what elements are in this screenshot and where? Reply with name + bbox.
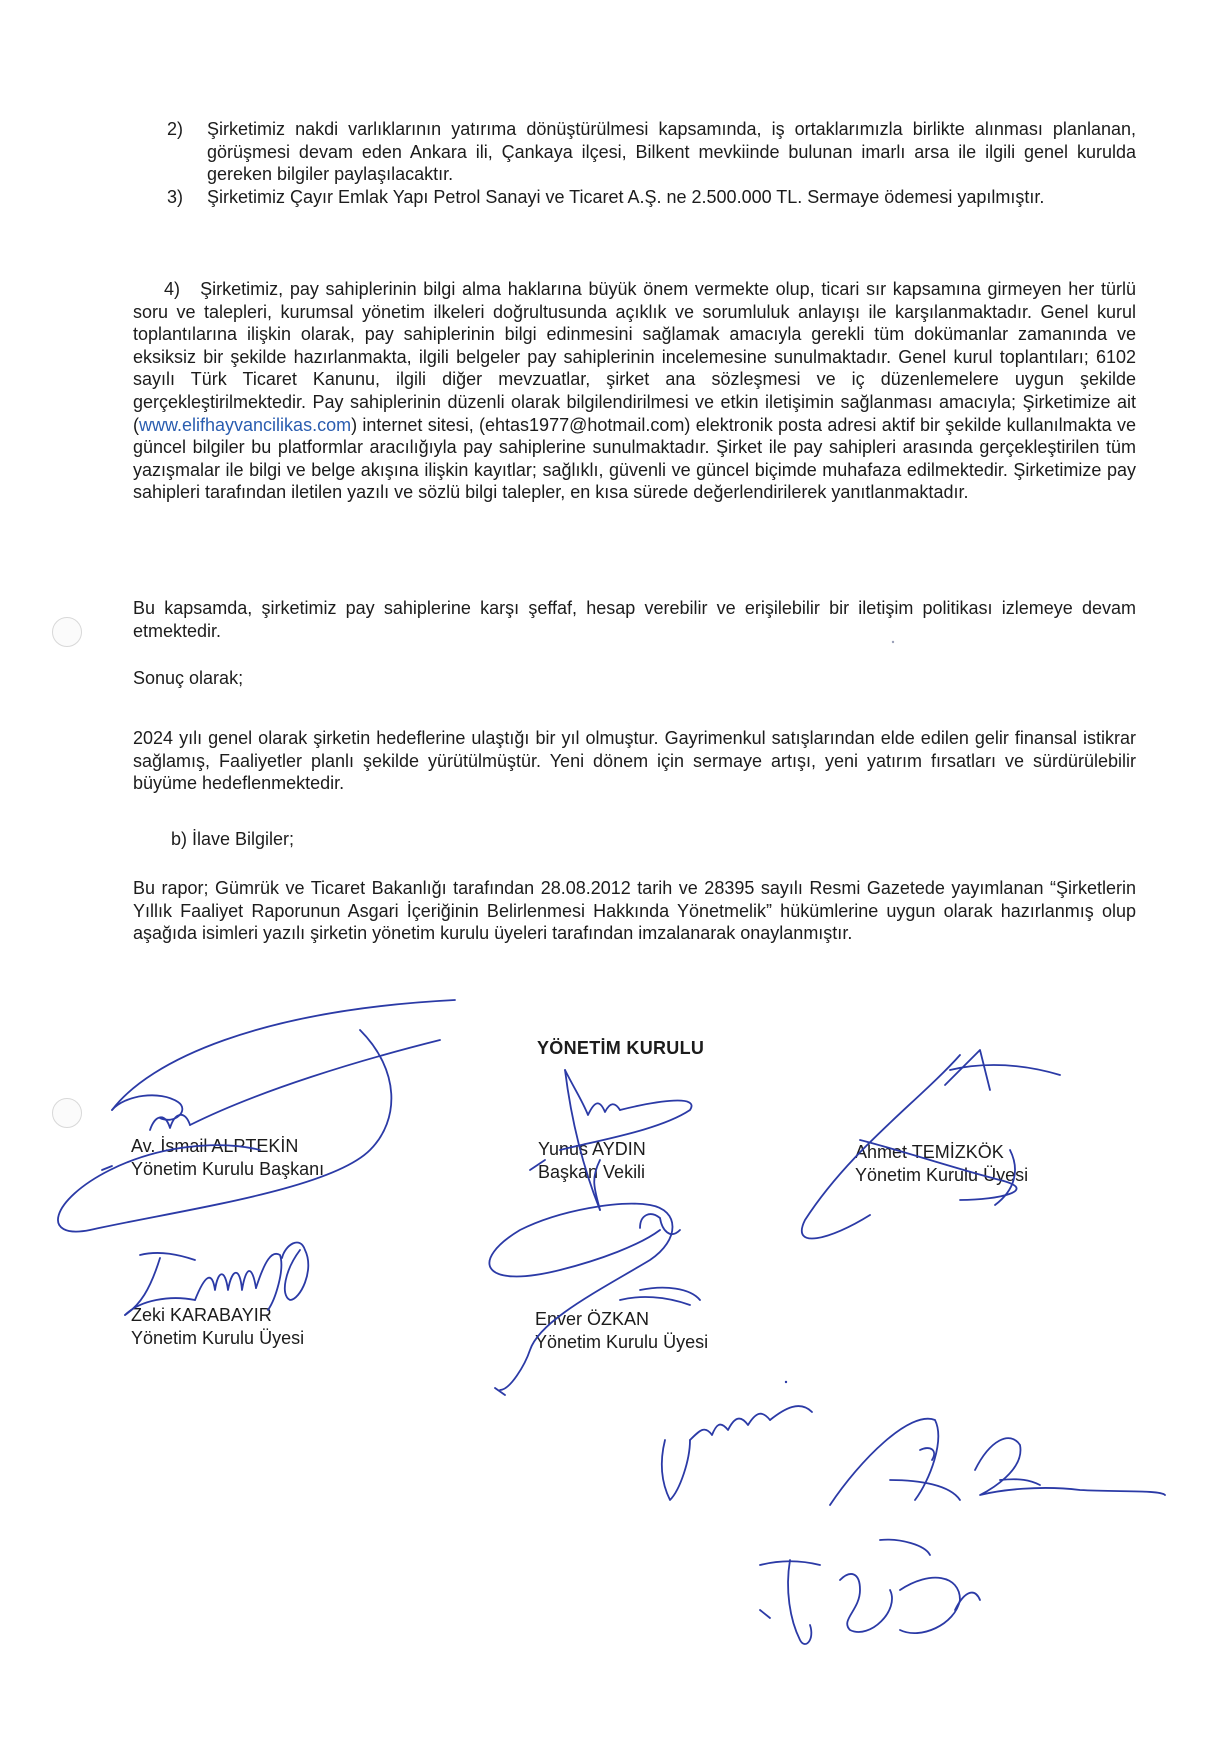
- punch-hole-top: [52, 617, 82, 647]
- signatory-name: Zeki KARABAYIR: [131, 1305, 272, 1325]
- additional-info-heading: b) İlave Bilgiler;: [171, 829, 295, 849]
- signatory-name: Yunus AYDIN: [538, 1139, 646, 1159]
- website-link[interactable]: www.elifhayvancilikas.com: [139, 414, 352, 435]
- report-paragraph: Bu rapor; Gümrük ve Ticaret Bakanlığı tarafından 28.08.2012 tarih ve 28395 sayılı Resmi Gazetede yayımlanan “Şirketlerin Yıllık Faaliyet Raporunun Asgari İçeriğinin Belirlenmesi Hakkında Yönetmelik” hükümlerine uygun olarak hazırlanmış olup aşağıda isimleri yazılı şirketin yönetim kurulu üyeleri tarafından imzalanarak onaylanmıştır.: [133, 878, 1136, 944]
- item-number: 2): [167, 119, 184, 139]
- signature-extra-middle: [830, 1419, 960, 1505]
- scope-paragraph: Bu kapsamda, şirketimiz pay sahiplerine karşı şeffaf, hesap verebilir ve erişilebilir bir iletişim politikası izlemeye devam etmektedir.: [133, 598, 1136, 641]
- signatory-role: Yönetim Kurulu Başkanı: [131, 1159, 325, 1179]
- signatory-name: Enver ÖZKAN: [535, 1309, 650, 1329]
- list-item: [133, 186, 1136, 209]
- item-text: Şirketimiz Çayır Emlak Yapı Petrol Sanayi ve Ticaret A.Ş. ne 2.500.000 TL. Sermaye ödemesi yapılmıştır.: [207, 186, 1045, 207]
- signatory-role: Yönetim Kurulu Üyesi: [131, 1328, 305, 1348]
- conclusion-paragraph: 2024 yılı genel olarak şirketin hedeflerine ulaştığı bir yıl olmuştur. Gayrimenkul satışlarından elde edilen gelir finansal istikrar sağlamış, Faaliyetler planlı şekilde yürütülmüştür. Yeni dönem için sermaye artışı, yeni yatırım fırsatları ve sürdürülebilir büyüme hedeflenmektedir.: [133, 728, 1136, 794]
- board-title: YÖNETİM KURULU: [537, 1038, 705, 1058]
- punch-hole-bottom: [52, 1098, 82, 1128]
- conclusion-heading: Sonuç olarak;: [133, 668, 244, 688]
- item-number: 3): [167, 186, 184, 207]
- signatory-role: Yönetim Kurulu Üyesi: [535, 1332, 709, 1352]
- signatory-role: Yönetim Kurulu Üyesi: [855, 1165, 1029, 1185]
- signature-extra-bottom: [760, 1540, 980, 1644]
- item-text-part-1: Şirketimiz, pay sahiplerinin bilgi alma haklarına büyük önem vermekte olup, ticari sır kapsamına girmeyen her türlü soru ve talepleri, kurumsal yönetim ilkeleri doğrultusunda açıklık ve sorumluluk anlayışı ile karşılanmaktadır. Genel kurul toplantılarına ilişkin olarak, pay sahiplerinin bilgi edinmesini sağlamak amacıyla gerekli tüm dokümanlar zamanında ve eksiksiz bir şekilde hazırlanmakta, ilgili belgeler pay sahiplerinin incelemesine sunulmaktadır. Genel kurul toplantıları; 6102 sayılı Türk Ticaret Kanunu, ilgili diğer mevzuatlar, şirket ana sözleşmesi ve iç düzenlemelere uygun şekilde gerçekleştirilmektedir. Pay sahiplerinin düzenli olarak bilgilendirilmesi ve etkin iletişimin sağlanması amacıyla; Şirketimize ait (: [133, 279, 1136, 435]
- list-item: [133, 118, 1136, 186]
- numbered-list: [133, 118, 1136, 208]
- signature-extra-left: [662, 1406, 812, 1500]
- signatory-name: Av. İsmail ALPTEKİN: [131, 1136, 299, 1156]
- item-text-part-2: ) internet sitesi, (ehtas1977@hotmail.com) elektronik posta adresi aktif bir şekilde kullanılmakta ve güncel bilgiler bu platformlar aracılığıyla pay sahiplerine sunulmaktadır. Şirket ile pay sahipleri arasında gerçekleştirilen tüm yazışmalar ile bilgi ve belge akışına ilişkin kayıtlar; sağlıklı, güvenli ve güncel biçimde muhafaza edilmektedir. Şirketimize pay sahipleri tarafından iletilen yazılı ve sözlü bilgi talepler, en kısa sürede değerlendirilerek yanıtlanmaktadır.: [133, 414, 1136, 503]
- signatory-role: Başkan Vekili: [538, 1162, 646, 1182]
- item-4-paragraph: [133, 278, 1136, 504]
- signature-enver: [489, 1204, 700, 1395]
- signature-ismail: [58, 1000, 455, 1232]
- signatory-name: Ahmet TEMİZKÖK: [855, 1142, 1004, 1162]
- item-text: Şirketimiz nakdi varlıklarının yatırıma dönüştürülmesi kapsamında, iş ortaklarımızla birlikte alınması planlanan, görüşmesi devam eden Ankara ili, Çankaya ilçesi, Bilkent mevkiinde bulunan imarlı arsa ile ilgili genel kurulda gereken bilgiler paylaşılacaktır.: [207, 119, 1136, 185]
- signature-extra-right: [975, 1438, 1165, 1495]
- item-number: 4): [164, 279, 181, 299]
